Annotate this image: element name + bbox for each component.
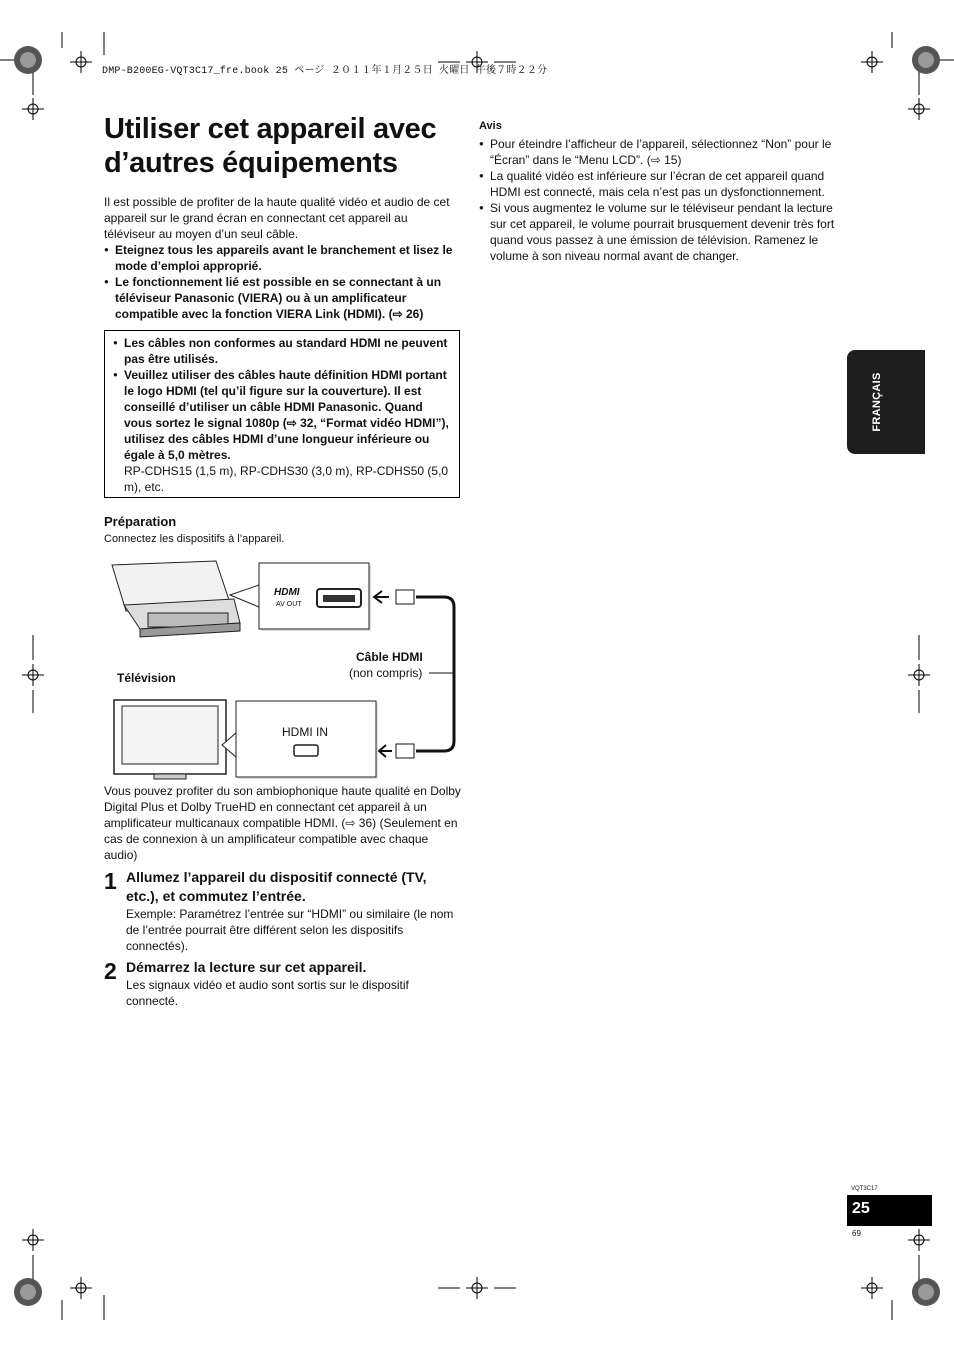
step-number: 2 <box>104 958 117 984</box>
language-label: FRANÇAIS <box>871 372 883 432</box>
page-number-box <box>847 1195 932 1226</box>
avis-bullet: ● La qualité vidéo est inférieure sur l’écran de cet appareil quand HDMI est connecté, mais cela n’est pas un dysfonctionnement. <box>479 168 837 200</box>
avis-heading: Avis <box>479 120 502 132</box>
arrow-to-in <box>379 745 392 757</box>
arrow-to-out <box>374 591 389 603</box>
preparation-heading: Préparation <box>104 514 177 529</box>
hdmi-out-pins <box>323 595 355 602</box>
cable-notice-box <box>104 330 460 498</box>
page-number: 25 <box>852 1200 870 1217</box>
cable-models: RP-CDHS15 (1,5 m), RP-CDHS30 (3,0 m), RP-CDHS50 (5,0 m), etc. <box>124 464 449 494</box>
page-title <box>104 112 484 180</box>
notice-bullet-text: Les câbles non conformes au standard HDMI ne peuvent pas être utilisés. <box>124 336 448 366</box>
intro-section <box>104 194 462 322</box>
doc-code: VQT3C17 <box>851 1186 878 1192</box>
tv-label: Télévision <box>117 671 176 685</box>
avis-bullet: ● Pour éteindre l’afficheur de l’appareil, sélectionnez “Non” pour le “Écran” dans le “Menu LCD”. (⇨ 15) <box>479 136 837 168</box>
avis-bullet-list <box>479 136 837 264</box>
notice-bullet-text: Veuillez utiliser des câbles haute définition HDMI portant le logo HDMI (tel qu’il figure sur la couverture). Il est conseillé d’utiliser un câble HDMI Panasonic. Quand vous sortez le signal 1080p (⇨ 32, “Format vidéo HDMI”), utilisez des câbles HDMI d’une longueur inférieure ou égale à 5,0 mètres. <box>124 368 449 462</box>
connection-diagram <box>104 555 464 780</box>
hdmi-in-label: HDMI IN <box>282 725 328 739</box>
notice-bullet-list <box>113 335 451 495</box>
step-number: 1 <box>104 868 117 894</box>
step-2 <box>104 958 462 1009</box>
intro-paragraph: Il est possible de profiter de la haute qualité vidéo et audio de cet appareil sur le grand écran en connectant cet appareil au téléviseur au moyen d’un seul câble. <box>104 195 450 241</box>
step-title: Allumez l’appareil du dispositif connecté (TV, etc.), et commutez l’entrée. <box>126 869 427 904</box>
notice-bullet <box>113 367 451 495</box>
step-body: Les signaux vidéo et audio sont sortis sur le dispositif connecté. <box>126 978 409 1008</box>
hdmi-logo: HDMI <box>274 587 300 598</box>
cable-note: (non compris) <box>349 666 423 680</box>
cable-plug-bottom <box>396 744 414 758</box>
tv-illustration <box>114 700 226 779</box>
intro-bullet: ● Eteignez tous les appareils avant le branchement et lisez le mode d’emploi approprié. <box>104 242 462 274</box>
cable-label: Câble HDMI <box>356 650 423 664</box>
cable-plug-top <box>396 590 414 604</box>
notice-bullet <box>113 335 451 367</box>
title-line-2: d’autres équipements <box>104 147 398 179</box>
player-illustration <box>112 561 240 637</box>
file-header: DMP-B200EG-VQT3C17_fre.book 25 ページ ２０１１年１月２５日 火曜日 午後７時２２分 <box>102 66 548 77</box>
step-1 <box>104 868 462 954</box>
step-title: Démarrez la lecture sur cet appareil. <box>126 959 367 975</box>
avis-section <box>479 118 837 264</box>
intro-bullet-list <box>104 242 462 322</box>
intro-bullet: ● Le fonctionnement lié est possible en se connectant à un téléviseur Panasonic (VIERA) ou à un amplificateur compatible avec la fonction VIERA Link (HDMI). (⇨ 26) <box>104 274 462 322</box>
title-line-1: Utiliser cet appareil avec <box>104 113 437 145</box>
audio-paragraph: Vous pouvez profiter du son ambiophonique haute qualité en Dolby Digital Plus et Dolby TrueHD en connectant cet appareil à un amplificateur multicanaux compatible HDMI. (⇨ 36) (Seulement en cas de connexion à un amplificateur compatible avec chaque audio) <box>104 784 461 862</box>
avis-bullet: ● Si vous augmentez le volume sur le téléviseur pendant la lecture sur cet appareil, le volume pourrait brusquement devenir très fort quand vous passez à une émission de télévision. Ramenez le volume à son niveau normal avant de changer. <box>479 200 837 264</box>
av-out-label: AV OUT <box>276 601 302 608</box>
hdmi-in-port <box>294 745 318 756</box>
step-body: Exemple: Paramétrez l’entrée sur “HDMI” ou similaire (le nom de l’entrée pourrait être différent selon les dispositifs connectés). <box>126 907 454 953</box>
sub-page-number: 69 <box>852 1229 861 1238</box>
language-tab <box>847 350 925 454</box>
preparation-text: Connectez les dispositifs à l’appareil. <box>104 533 285 545</box>
